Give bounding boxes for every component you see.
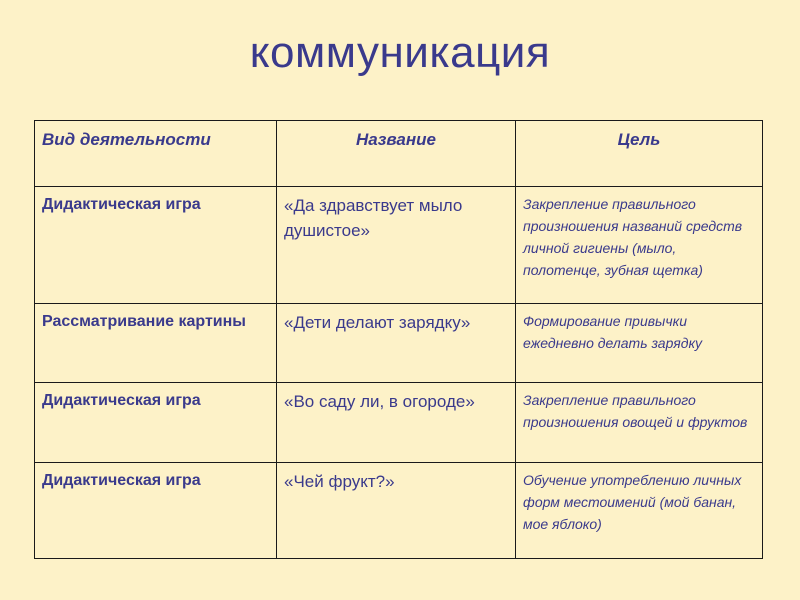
header-goal: Цель [516,121,763,187]
table-header-row [35,121,763,187]
cell-name: «Во саду ли, в огороде» [277,383,516,463]
cell-name: «Чей фрукт?» [277,463,516,559]
cell-goal: Закрепление правильного произношения названий средств личной гигиены (мыло, полотенце, зубная щетка) [516,187,763,304]
cell-goal: Формирование привычки ежедневно делать зарядку [516,304,763,383]
cell-goal: Обучение употреблению личных форм местоимений (мой банан, мое яблоко) [516,463,763,559]
cell-name: «Дети делают зарядку» [277,304,516,383]
cell-name: «Да здравствует мыло душистое» [277,187,516,304]
slide-title: коммуникация [249,28,551,77]
header-activity-type: Вид деятельности [35,121,277,187]
table-row [35,383,763,463]
table-row [35,187,763,304]
cell-goal: Закрепление правильного произношения овощей и фруктов [516,383,763,463]
cell-activity-type: Рассматривание картины [35,304,277,383]
activities-table [34,120,763,559]
table-row [35,463,763,559]
cell-activity-type: Дидактическая игра [35,383,277,463]
cell-activity-type: Дидактическая игра [35,187,277,304]
table-row [35,304,763,383]
header-name: Название [277,121,516,187]
cell-activity-type: Дидактическая игра [35,463,277,559]
